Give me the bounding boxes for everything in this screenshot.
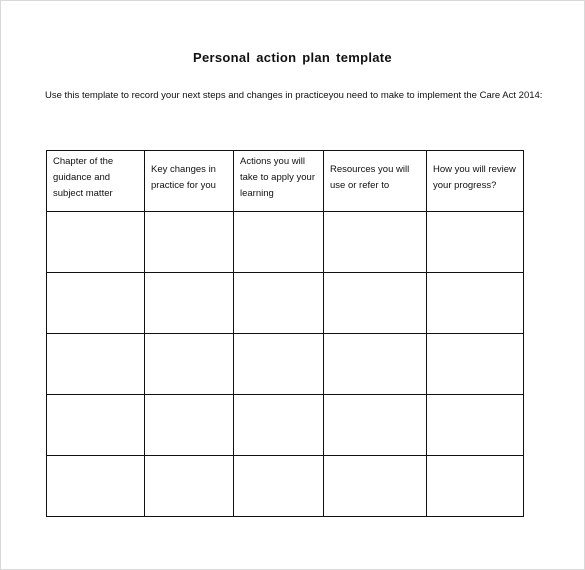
header-chapter-line-2: guidance and — [53, 172, 111, 183]
table-cell[interactable] — [145, 212, 234, 273]
header-key-changes-line-1: Key changes in — [151, 164, 216, 175]
header-review — [427, 151, 524, 212]
intro-text: Use this template to record your next steps and changes in practiceyou need to make to implement the Care Act 2014: — [45, 90, 543, 101]
table-cell[interactable] — [47, 456, 145, 517]
table-cell[interactable] — [324, 334, 427, 395]
header-actions-line-3: learning — [240, 188, 274, 199]
table-row — [47, 212, 524, 273]
table-cell[interactable] — [47, 395, 145, 456]
table-cell[interactable] — [234, 456, 324, 517]
action-plan-table — [46, 150, 524, 517]
header-resources-line-2: use or refer to — [330, 180, 390, 191]
table-cell[interactable] — [427, 273, 524, 334]
table-row — [47, 273, 524, 334]
header-key-changes-line-2: practice for you — [151, 180, 216, 191]
header-review-line-1: How you will review — [433, 164, 516, 175]
table-cell[interactable] — [324, 273, 427, 334]
table-cell[interactable] — [234, 334, 324, 395]
table-header-row — [47, 151, 524, 212]
table-cell[interactable] — [234, 273, 324, 334]
table-cell[interactable] — [47, 212, 145, 273]
header-resources — [324, 151, 427, 212]
table-cell[interactable] — [145, 395, 234, 456]
header-chapter-line-1: Chapter of the — [53, 156, 114, 167]
table-cell[interactable] — [234, 212, 324, 273]
header-actions — [234, 151, 324, 212]
table-cell[interactable] — [324, 395, 427, 456]
table-cell[interactable] — [324, 456, 427, 517]
table-cell[interactable] — [234, 395, 324, 456]
table-row — [47, 395, 524, 456]
table-cell[interactable] — [324, 212, 427, 273]
page-title: Personal action plan template — [193, 50, 392, 65]
table-cell[interactable] — [427, 212, 524, 273]
table-cell[interactable] — [145, 334, 234, 395]
header-actions-line-1: Actions you will — [240, 156, 305, 167]
table-cell[interactable] — [427, 334, 524, 395]
header-actions-line-2: take to apply your — [240, 172, 315, 183]
table-cell[interactable] — [427, 456, 524, 517]
table-cell[interactable] — [47, 334, 145, 395]
header-resources-line-1: Resources you will — [330, 164, 410, 175]
table-row — [47, 334, 524, 395]
header-key-changes — [145, 151, 234, 212]
header-chapter — [47, 151, 145, 212]
table-cell[interactable] — [145, 456, 234, 517]
table-row — [47, 456, 524, 517]
header-review-line-2: your progress? — [433, 180, 497, 191]
table-cell[interactable] — [47, 273, 145, 334]
header-chapter-line-3: subject matter — [53, 188, 113, 199]
table-cell[interactable] — [427, 395, 524, 456]
table-cell[interactable] — [145, 273, 234, 334]
